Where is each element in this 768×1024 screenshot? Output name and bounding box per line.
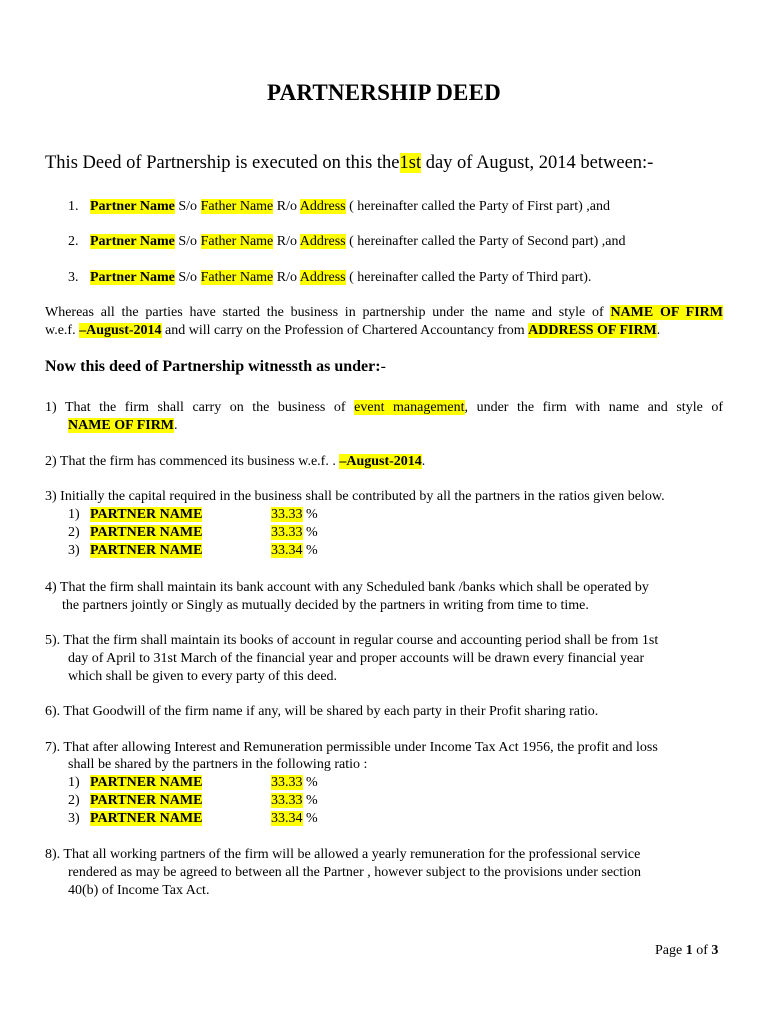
intro-date-highlight: 1st — [399, 153, 422, 173]
firm-name-highlight: NAME OF FIRM — [610, 305, 723, 320]
clause-1-line-2 — [45, 417, 723, 435]
partner-number: 1. — [68, 199, 79, 214]
clause-4-line-2: the partners jointly or Singly as mutually decided by the partners in writing from time to time. — [62, 598, 589, 613]
ratio-number: 3) — [68, 543, 80, 558]
partner-name: Partner Name — [90, 270, 175, 285]
father-name: Father Name — [200, 234, 274, 249]
father-name: Father Name — [200, 270, 274, 285]
start-date-highlight: –August-2014 — [79, 323, 162, 338]
ratio-number: 2) — [68, 793, 80, 808]
partner-ro: R/o — [273, 199, 300, 214]
capital-ratio-row — [68, 542, 202, 560]
clause-7-line-1: 7). That after allowing Interest and Remuneration permissible under Income Tax Act 1956, the profit and loss — [45, 740, 658, 755]
whereas-line-2 — [45, 322, 723, 340]
partner-rest: ( hereinafter called the Party of Second part) ,and — [345, 234, 626, 249]
clause-7-line-2: shall be shared by the partners in the following ratio : — [68, 757, 368, 772]
clause-1-text-2: , under the firm with name and style of — [464, 400, 724, 415]
ratio-value: 33.33 — [271, 507, 303, 522]
capital-ratio-row — [68, 506, 202, 524]
partner-line-2 — [68, 233, 626, 251]
whereas-end: . — [656, 323, 661, 338]
intro-text-end: day of August, 2014 between:- — [421, 153, 654, 173]
father-name: Father Name — [200, 199, 274, 214]
clause-8-line-3: 40(b) of Income Tax Act. — [68, 883, 210, 898]
partner-ro: R/o — [273, 270, 300, 285]
ratio-value: 33.33 — [271, 775, 303, 790]
ratio-unit: % — [306, 775, 318, 790]
ratio-value: 33.34 — [271, 543, 303, 558]
deed-intro — [45, 153, 653, 174]
of-word: of — [692, 943, 712, 958]
capital-ratio-value — [271, 506, 318, 524]
ratio-number: 1) — [68, 507, 80, 522]
profit-ratio-row — [68, 774, 202, 792]
ratio-partner-name: PARTNER NAME — [90, 543, 203, 558]
clause-2 — [45, 453, 425, 471]
partner-number: 3. — [68, 270, 79, 285]
clause-4-line-1: 4) That the firm shall maintain its bank account with any Scheduled bank /banks which shall be operated by — [45, 580, 649, 595]
ratio-number: 3) — [68, 811, 80, 826]
whereas-text: Whereas all the parties have started the business in partnership under the name and style of — [45, 305, 611, 320]
clause-1-text: 1) That the firm shall carry on the business of — [45, 400, 355, 415]
clause-1-line-1 — [45, 399, 723, 417]
whereas-text-2: and will carry on the Profession of Chartered Accountancy from — [161, 323, 529, 338]
business-highlight: event management — [354, 400, 465, 415]
profit-ratio-value — [271, 810, 318, 828]
ratio-value: 33.33 — [271, 793, 303, 808]
commence-date-highlight: –August-2014 — [339, 454, 422, 469]
partner-rest: ( hereinafter called the Party of Third part). — [345, 270, 592, 285]
capital-ratio-value — [271, 542, 318, 560]
clause-3: 3) Initially the capital required in the business shall be contributed by all the partners in the ratios given below. — [45, 489, 665, 504]
clause-2-end: . — [421, 454, 426, 469]
total-pages: 3 — [711, 943, 719, 958]
clause-2-text: 2) That the firm has commenced its business w.e.f. . — [45, 454, 340, 469]
intro-text: This Deed of Partnership is executed on this the — [45, 153, 400, 173]
witness-dash: - — [380, 358, 386, 375]
ratio-value: 33.34 — [271, 811, 303, 826]
current-page: 1 — [685, 943, 693, 958]
partner-name: Partner Name — [90, 199, 175, 214]
clause-1-end: . — [174, 418, 178, 433]
document-title: PARTNERSHIP DEED — [267, 80, 501, 105]
whereas-paragraph — [45, 304, 723, 340]
partner-name: Partner Name — [90, 234, 175, 249]
partner-rest: ( hereinafter called the Party of First part) ,and — [345, 199, 610, 214]
profit-ratio-value — [271, 792, 318, 810]
ratio-value: 33.33 — [271, 525, 303, 540]
page-word: Page — [655, 943, 686, 958]
partner-ro: R/o — [273, 234, 300, 249]
firm-address-highlight: ADDRESS OF FIRM — [528, 323, 657, 338]
witness-text: Now this deed of Partnership witnessth as under: — [45, 358, 381, 375]
ratio-number: 2) — [68, 525, 80, 540]
partner-number: 2. — [68, 234, 79, 249]
partner-so: S/o — [174, 199, 201, 214]
ratio-partner-name: PARTNER NAME — [90, 775, 203, 790]
profit-ratio-row — [68, 810, 202, 828]
partner-address: Address — [299, 234, 346, 249]
ratio-unit: % — [306, 811, 318, 826]
ratio-partner-name: PARTNER NAME — [90, 811, 203, 826]
clause-5-line-2: day of April to 31st March of the financial year and proper accounts will be drawn every financial year — [68, 651, 645, 666]
profit-ratio-value — [271, 774, 318, 792]
page-number — [655, 943, 718, 959]
ratio-unit: % — [306, 543, 318, 558]
clause-1 — [45, 399, 723, 435]
whereas-line-1 — [45, 304, 723, 322]
ratio-number: 1) — [68, 775, 80, 790]
ratio-partner-name: PARTNER NAME — [90, 525, 203, 540]
profit-ratio-row — [68, 792, 202, 810]
partner-line-1 — [68, 198, 610, 216]
partner-line-3 — [68, 269, 591, 287]
whereas-wef: w.e.f. — [45, 323, 80, 338]
ratio-partner-name: PARTNER NAME — [90, 507, 203, 522]
partner-so: S/o — [174, 234, 201, 249]
ratio-unit: % — [306, 507, 318, 522]
firm-name-highlight: NAME OF FIRM — [68, 418, 175, 433]
ratio-partner-name: PARTNER NAME — [90, 793, 203, 808]
clause-6: 6). That Goodwill of the firm name if any, will be shared by each party in their Profit sharing ratio. — [45, 704, 599, 719]
clause-8-line-1: 8). That all working partners of the firm will be allowed a yearly remuneration for the professional service — [45, 847, 641, 862]
partner-address: Address — [299, 270, 346, 285]
partner-so: S/o — [174, 270, 201, 285]
ratio-unit: % — [306, 793, 318, 808]
partner-address: Address — [299, 199, 346, 214]
clause-5-line-1: 5). That the firm shall maintain its books of account in regular course and accounting period shall be from 1st — [45, 633, 659, 648]
clause-5-line-3: which shall be given to every party of this deed. — [68, 669, 338, 684]
witness-heading — [45, 358, 386, 376]
clause-8-line-2: rendered as may be agreed to between all the Partner , however subject to the provisions under section — [68, 865, 642, 880]
ratio-unit: % — [306, 525, 318, 540]
capital-ratio-row — [68, 524, 202, 542]
capital-ratio-value — [271, 524, 318, 542]
